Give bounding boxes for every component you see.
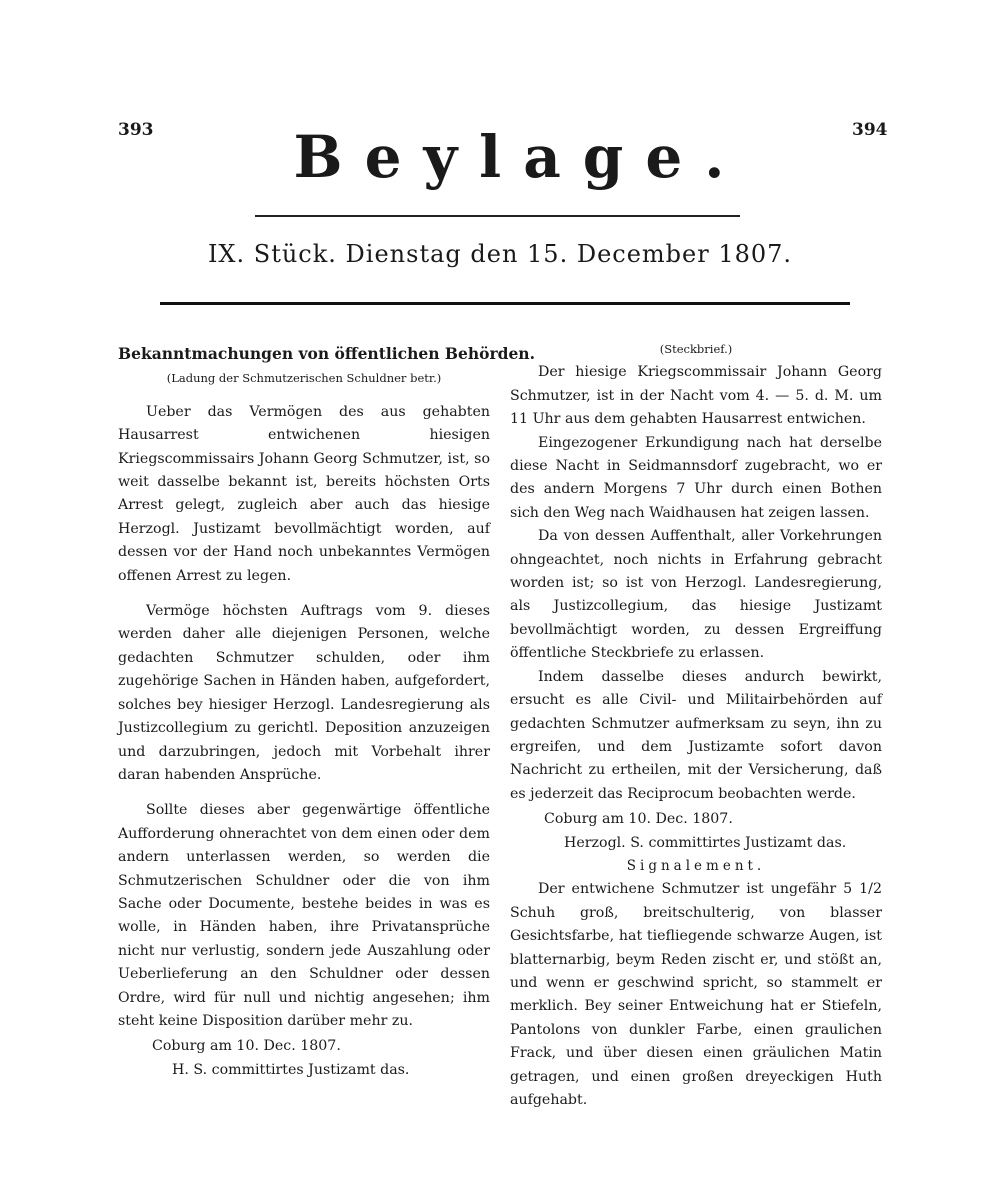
signalement-heading: Signalement. (626, 857, 766, 874)
office-signature: Herzogl. S. committirtes Justizamt das. (564, 834, 847, 851)
issue-line: IX. Stück. Dienstag den 15. December 1807. (207, 240, 793, 268)
page-number-right: 394 (852, 120, 888, 140)
right-column (510, 338, 882, 1112)
header-rule (160, 302, 850, 305)
paragraph: Eingezogener Erkundigung nach hat derselbe diese Nacht in Seidmannsdorf zugebracht, wo er des andern Morgens 7 Uhr durch einen Bothen sich den Weg nach Waidhausen hat zeigen lassen. (510, 434, 882, 521)
notice-subheading: (Steckbrief.) (659, 342, 733, 356)
paragraph: Sollte dieses aber gegenwärtige öffentliche Aufforderung ohnerachtet von dem einen oder dem andern unterlassen werden, so werden die Schmutzerischen Schuldner oder die von ihm Sache oder Documente, bestehe beides in was es wolle, in Händen haben, ihre Privatansprüche nicht nur verlustig, sondern jede Auszahlung oder Ueberlieferung an den Schuldner oder dessen Ordre, wird für null und nichtig angesehen; ihm steht keine Disposition darüber mehr zu. (118, 802, 490, 1029)
paragraph: Ueber das Vermögen des aus gehabten Hausarrest entwichenen hiesigen Kriegscommissairs Johann Georg Schmutzer, ist, so weit dasselbe bekannt ist, bereits höchsten Orts Arrest gelegt, zugleich aber auch das hiesige Herzogl. Justizamt bevollmächtigt worden, auf dessen vor der Hand noch unbekanntes Vermögen offenen Arrest zu legen. (118, 403, 490, 584)
paragraph: Der hiesige Kriegscommissair Johann Georg Schmutzer, ist in der Nacht vom 4. — 5. d. M. um 11 Uhr aus dem gehabten Hausarrest entwichen. (510, 364, 882, 428)
office-signature: H. S. committirtes Justizamt das. (172, 1061, 410, 1078)
page-title: Beylage. (293, 123, 747, 191)
paragraph: Indem dasselbe dieses andurch bewirkt, ersucht es alle Civil- und Militairbehörden auf gedachten Schmutzer aufmerksam zu seyn, ihn zu ergreifen, und dem Justizamte sofort davon Nachricht zu ertheilen, mit der Versicherung, daß es jederzeit das Reciprocum beobachten werde. (510, 668, 882, 802)
section-heading: Bekanntmachungen von öffentlichen Behörden. (118, 344, 535, 363)
place-date: Coburg am 10. Dec. 1807. (544, 811, 733, 828)
title-rule (255, 215, 740, 217)
paragraph: Vermöge höchsten Auftrags vom 9. dieses werden daher alle diejenigen Personen, welche gedachten Schmutzer schulden, oder ihm zugehörige Sachen in Händen haben, aufgefordert, solches bey hiesiger Herzogl. Landesregierung als Justizcollegium zu gerichtl. Deposition anzuzeigen und darzubringen, jedoch mit Vorbehalt ihrer daran habenden Ansprüche. (118, 603, 490, 783)
signalement-text: Der entwichene Schmutzer ist ungefähr 5 1/2 Schuh groß, breitschulterig, von blasser Gesichtsfarbe, hat tiefliegende schwarze Augen, ist blatternarbig, beym Reden zischt er, und stößt an, und wenn er geschwind spricht, so stammelt er merklich. Bey seiner Entweichung hat er Stiefeln, Pantolons von dunkler Farbe, einen graulichen Frack, und über diesen einen gräulichen Matin getragen, und einen großen dreyeckigen Huth aufgehabt. (510, 881, 882, 1108)
place-date: Coburg am 10. Dec. 1807. (152, 1038, 341, 1055)
paragraph: Da von dessen Auffenthalt, aller Vorkehrungen ohngeachtet, noch nichts in Erfahrung gebracht worden ist; so ist von Herzogl. Landesregierung, als Justizcollegium, das hiesige Justizamt bevollmächtigt worden, zu dessen Ergreiffung öffentliche Steckbriefe zu erlassen. (510, 528, 882, 662)
section-subheading: (Ladung der Schmutzerischen Schuldner betr.) (166, 371, 442, 386)
page-number-left: 393 (118, 120, 154, 140)
left-column (118, 338, 535, 1082)
